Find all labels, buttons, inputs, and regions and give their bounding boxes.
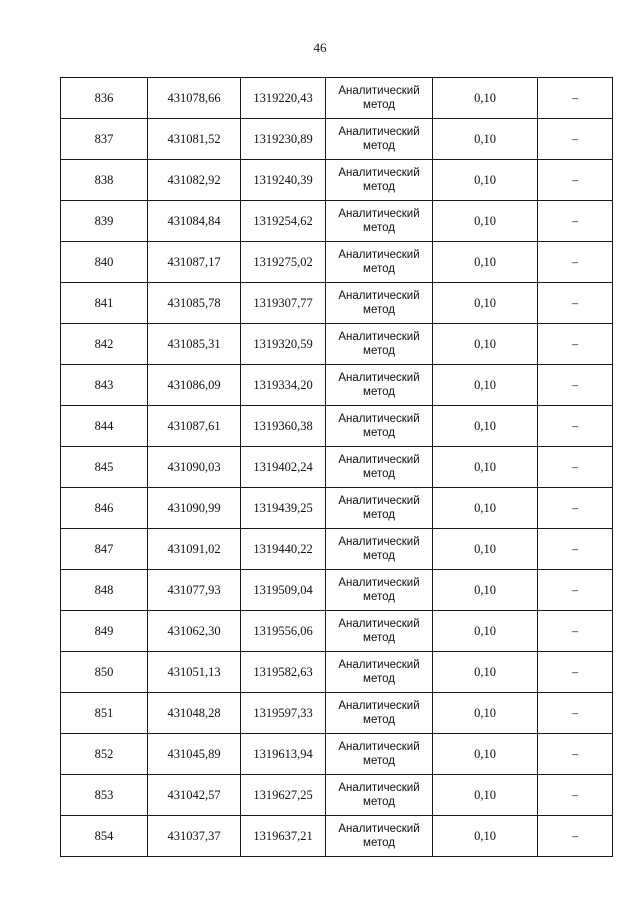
dash-cell: – [538,652,613,693]
method-line-2: метод [363,837,395,849]
dash-cell: – [538,447,613,488]
method-line-1: Аналитический [338,372,420,384]
method-line-2: метод [363,386,395,398]
x-coordinate-cell: 431086,09 [148,365,241,406]
method-cell [326,529,433,570]
accuracy-cell: 0,10 [433,78,538,119]
method-cell [326,365,433,406]
table-row [61,447,613,488]
coordinates-table [60,77,613,857]
method-line-1: Аналитический [338,208,420,220]
y-coordinate-cell: 1319637,21 [241,816,326,857]
y-coordinate-cell: 1319613,94 [241,734,326,775]
x-coordinate-cell: 431048,28 [148,693,241,734]
table-row [61,160,613,201]
x-coordinate-cell: 431081,52 [148,119,241,160]
method-line-1: Аналитический [338,659,420,671]
table-row [61,201,613,242]
accuracy-cell: 0,10 [433,201,538,242]
method-line-2: метод [363,181,395,193]
x-coordinate-cell: 431090,99 [148,488,241,529]
method-cell [326,201,433,242]
table-row [61,365,613,406]
y-coordinate-cell: 1319254,62 [241,201,326,242]
y-coordinate-cell: 1319275,02 [241,242,326,283]
method-line-1: Аналитический [338,167,420,179]
method-line-2: метод [363,304,395,316]
point-number-cell: 847 [61,529,148,570]
x-coordinate-cell: 431062,30 [148,611,241,652]
point-number-cell: 837 [61,119,148,160]
dash-cell: – [538,734,613,775]
x-coordinate-cell: 431085,31 [148,324,241,365]
y-coordinate-cell: 1319334,20 [241,365,326,406]
method-cell [326,734,433,775]
accuracy-cell: 0,10 [433,119,538,160]
method-line-1: Аналитический [338,413,420,425]
table-row [61,283,613,324]
dash-cell: – [538,242,613,283]
dash-cell: – [538,488,613,529]
method-line-2: метод [363,755,395,767]
x-coordinate-cell: 431084,84 [148,201,241,242]
method-line-2: метод [363,796,395,808]
x-coordinate-cell: 431045,89 [148,734,241,775]
accuracy-cell: 0,10 [433,406,538,447]
table-row [61,611,613,652]
method-cell [326,160,433,201]
method-cell [326,693,433,734]
dash-cell: – [538,529,613,570]
accuracy-cell: 0,10 [433,611,538,652]
table-row [61,242,613,283]
accuracy-cell: 0,10 [433,652,538,693]
accuracy-cell: 0,10 [433,488,538,529]
y-coordinate-cell: 1319597,33 [241,693,326,734]
x-coordinate-cell: 431090,03 [148,447,241,488]
method-cell [326,570,433,611]
accuracy-cell: 0,10 [433,324,538,365]
y-coordinate-cell: 1319439,25 [241,488,326,529]
method-cell [326,447,433,488]
table-row [61,119,613,160]
accuracy-cell: 0,10 [433,283,538,324]
dash-cell: – [538,324,613,365]
y-coordinate-cell: 1319220,43 [241,78,326,119]
y-coordinate-cell: 1319240,39 [241,160,326,201]
point-number-cell: 845 [61,447,148,488]
method-line-2: метод [363,140,395,152]
point-number-cell: 842 [61,324,148,365]
method-line-1: Аналитический [338,85,420,97]
method-line-2: метод [363,673,395,685]
method-line-2: метод [363,263,395,275]
table-row [61,78,613,119]
method-line-2: метод [363,632,395,644]
y-coordinate-cell: 1319402,24 [241,447,326,488]
accuracy-cell: 0,10 [433,242,538,283]
dash-cell: – [538,570,613,611]
dash-cell: – [538,201,613,242]
table-row [61,324,613,365]
point-number-cell: 843 [61,365,148,406]
x-coordinate-cell: 431087,17 [148,242,241,283]
method-line-1: Аналитический [338,741,420,753]
y-coordinate-cell: 1319360,38 [241,406,326,447]
accuracy-cell: 0,10 [433,529,538,570]
method-cell [326,242,433,283]
y-coordinate-cell: 1319440,22 [241,529,326,570]
y-coordinate-cell: 1319509,04 [241,570,326,611]
point-number-cell: 851 [61,693,148,734]
accuracy-cell: 0,10 [433,734,538,775]
dash-cell: – [538,283,613,324]
point-number-cell: 850 [61,652,148,693]
method-line-2: метод [363,99,395,111]
x-coordinate-cell: 431077,93 [148,570,241,611]
method-line-2: метод [363,550,395,562]
method-cell [326,816,433,857]
point-number-cell: 844 [61,406,148,447]
table-row [61,570,613,611]
table-row [61,693,613,734]
x-coordinate-cell: 431078,66 [148,78,241,119]
accuracy-cell: 0,10 [433,365,538,406]
point-number-cell: 840 [61,242,148,283]
dash-cell: – [538,611,613,652]
point-number-cell: 836 [61,78,148,119]
method-cell [326,652,433,693]
method-line-2: метод [363,591,395,603]
x-coordinate-cell: 431082,92 [148,160,241,201]
table-row [61,816,613,857]
method-line-1: Аналитический [338,249,420,261]
point-number-cell: 849 [61,611,148,652]
y-coordinate-cell: 1319230,89 [241,119,326,160]
y-coordinate-cell: 1319627,25 [241,775,326,816]
point-number-cell: 854 [61,816,148,857]
accuracy-cell: 0,10 [433,570,538,611]
method-line-1: Аналитический [338,618,420,630]
method-cell [326,78,433,119]
method-line-1: Аналитический [338,782,420,794]
table-row [61,529,613,570]
accuracy-cell: 0,10 [433,816,538,857]
y-coordinate-cell: 1319307,77 [241,283,326,324]
table-row [61,734,613,775]
method-line-1: Аналитический [338,454,420,466]
accuracy-cell: 0,10 [433,160,538,201]
x-coordinate-cell: 431051,13 [148,652,241,693]
dash-cell: – [538,365,613,406]
dash-cell: – [538,775,613,816]
method-cell [326,283,433,324]
method-line-2: метод [363,714,395,726]
method-cell [326,324,433,365]
method-line-1: Аналитический [338,290,420,302]
point-number-cell: 839 [61,201,148,242]
dash-cell: – [538,693,613,734]
method-line-2: метод [363,427,395,439]
method-line-1: Аналитический [338,577,420,589]
y-coordinate-cell: 1319556,06 [241,611,326,652]
table-row [61,652,613,693]
x-coordinate-cell: 431037,37 [148,816,241,857]
method-line-1: Аналитический [338,495,420,507]
point-number-cell: 841 [61,283,148,324]
dash-cell: – [538,406,613,447]
dash-cell: – [538,78,613,119]
accuracy-cell: 0,10 [433,693,538,734]
point-number-cell: 846 [61,488,148,529]
point-number-cell: 852 [61,734,148,775]
accuracy-cell: 0,10 [433,775,538,816]
dash-cell: – [538,119,613,160]
method-line-1: Аналитический [338,331,420,343]
method-line-2: метод [363,468,395,480]
y-coordinate-cell: 1319320,59 [241,324,326,365]
method-line-1: Аналитический [338,126,420,138]
table-row [61,406,613,447]
table-row [61,488,613,529]
method-line-1: Аналитический [338,823,420,835]
method-line-2: метод [363,509,395,521]
x-coordinate-cell: 431085,78 [148,283,241,324]
point-number-cell: 838 [61,160,148,201]
point-number-cell: 853 [61,775,148,816]
method-cell [326,488,433,529]
method-cell [326,119,433,160]
dash-cell: – [538,816,613,857]
page-number: 46 [313,40,327,55]
method-cell [326,775,433,816]
x-coordinate-cell: 431042,57 [148,775,241,816]
x-coordinate-cell: 431087,61 [148,406,241,447]
dash-cell: – [538,160,613,201]
y-coordinate-cell: 1319582,63 [241,652,326,693]
accuracy-cell: 0,10 [433,447,538,488]
point-number-cell: 848 [61,570,148,611]
table-body [61,78,613,857]
method-line-1: Аналитический [338,536,420,548]
method-line-2: метод [363,222,395,234]
method-cell [326,611,433,652]
table-row [61,775,613,816]
method-line-2: метод [363,345,395,357]
method-cell [326,406,433,447]
method-line-1: Аналитический [338,700,420,712]
x-coordinate-cell: 431091,02 [148,529,241,570]
